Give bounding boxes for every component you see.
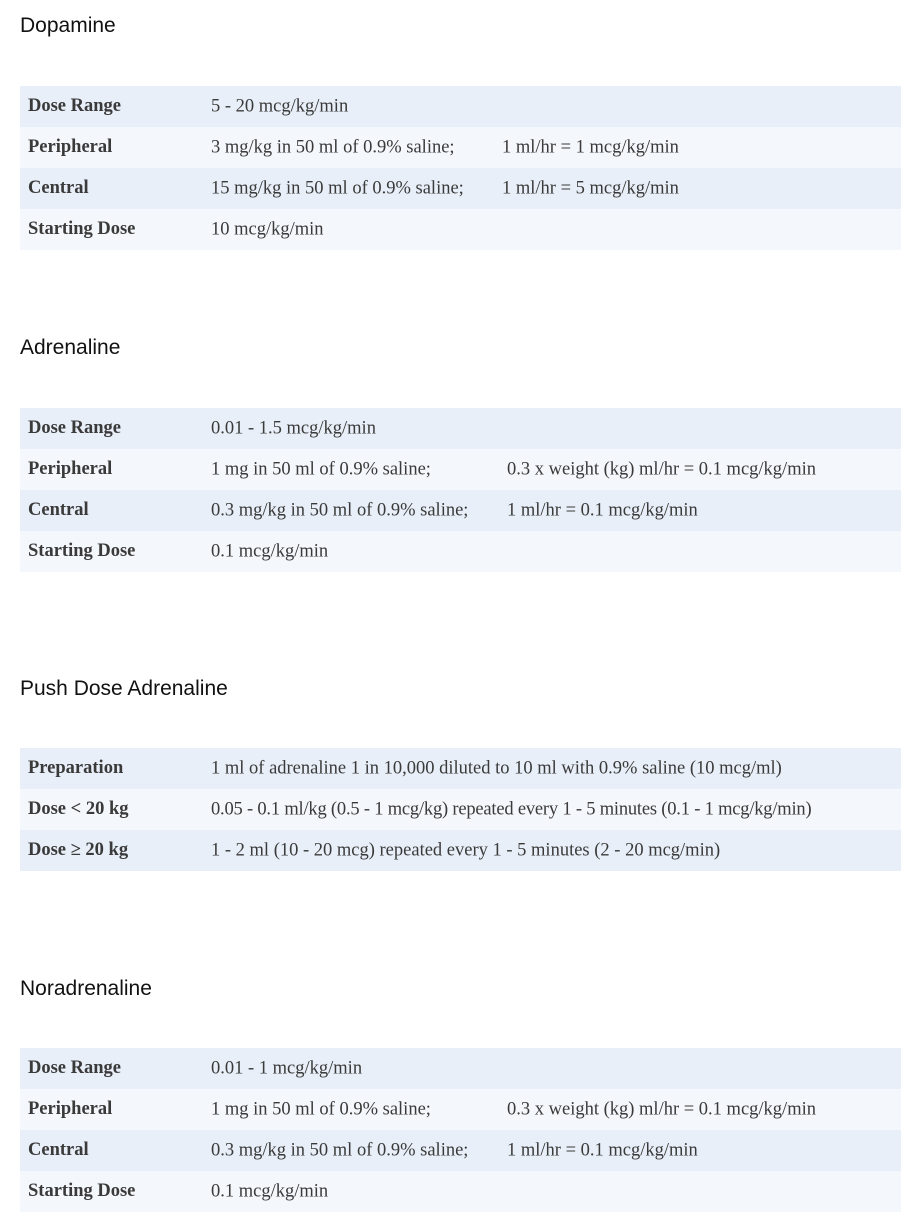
row-value: 1 ml of adrenaline 1 in 10,000 diluted to 10 ml with 0.9% saline (10 mcg/ml) bbox=[211, 758, 782, 778]
table-row bbox=[20, 490, 901, 531]
section-title-noradrenaline: Noradrenaline bbox=[20, 977, 152, 1000]
row-value: 3 mg/kg in 50 ml of 0.9% saline; bbox=[211, 137, 455, 157]
section-title-dopamine: Dopamine bbox=[20, 14, 116, 37]
row-label: Dose Range bbox=[28, 96, 122, 116]
push-dose-adrenaline-table bbox=[20, 748, 901, 871]
table-row bbox=[20, 531, 901, 572]
table-row bbox=[20, 789, 901, 830]
adrenaline-table bbox=[20, 408, 901, 572]
row-value-rate: 1 ml/hr = 0.1 mcg/kg/min bbox=[507, 500, 698, 520]
table-row bbox=[20, 748, 901, 789]
row-label: Peripheral bbox=[28, 459, 113, 479]
row-label: Peripheral bbox=[28, 1099, 113, 1119]
row-value: 0.01 - 1 mcg/kg/min bbox=[211, 1058, 363, 1078]
row-value-rate: 1 ml/hr = 5 mcg/kg/min bbox=[502, 178, 679, 198]
table-row bbox=[20, 1171, 901, 1212]
row-label: Central bbox=[28, 500, 89, 520]
table-row bbox=[20, 127, 901, 168]
row-value-rate: 1 ml/hr = 0.1 mcg/kg/min bbox=[507, 1140, 698, 1160]
row-value: 0.05 - 0.1 ml/kg (0.5 - 1 mcg/kg) repeated every 1 - 5 minutes (0.1 - 1 mcg/kg/min) bbox=[211, 799, 812, 819]
row-label: Starting Dose bbox=[28, 541, 136, 561]
noradrenaline-table bbox=[20, 1048, 901, 1212]
row-value-rate: 0.3 x weight (kg) ml/hr = 0.1 mcg/kg/min bbox=[507, 1099, 816, 1119]
row-label: Central bbox=[28, 1140, 89, 1160]
table-row bbox=[20, 1048, 901, 1089]
row-label: Preparation bbox=[28, 758, 124, 778]
table-row bbox=[20, 449, 901, 490]
row-value: 1 mg in 50 ml of 0.9% saline; bbox=[211, 1099, 431, 1119]
row-value: 15 mg/kg in 50 ml of 0.9% saline; bbox=[211, 178, 464, 198]
section-title-push-dose-adrenaline: Push Dose Adrenaline bbox=[20, 677, 228, 700]
row-value: 10 mcg/kg/min bbox=[211, 219, 324, 239]
table-row bbox=[20, 209, 901, 250]
row-label: Dose < 20 kg bbox=[28, 799, 129, 819]
table-row bbox=[20, 830, 901, 871]
row-value-rate: 0.3 x weight (kg) ml/hr = 0.1 mcg/kg/min bbox=[507, 459, 816, 479]
table-row bbox=[20, 86, 901, 127]
row-label: Starting Dose bbox=[28, 219, 136, 239]
row-label: Starting Dose bbox=[28, 1181, 136, 1201]
row-value: 5 - 20 mcg/kg/min bbox=[211, 96, 349, 116]
row-label: Central bbox=[28, 178, 89, 198]
row-label: Peripheral bbox=[28, 137, 113, 157]
row-value: 0.01 - 1.5 mcg/kg/min bbox=[211, 418, 376, 438]
table-row bbox=[20, 408, 901, 449]
section-title-adrenaline: Adrenaline bbox=[20, 336, 121, 359]
row-value: 0.3 mg/kg in 50 ml of 0.9% saline; bbox=[211, 500, 469, 520]
row-value-rate: 1 ml/hr = 1 mcg/kg/min bbox=[502, 137, 679, 157]
table-row bbox=[20, 168, 901, 209]
row-value: 0.3 mg/kg in 50 ml of 0.9% saline; bbox=[211, 1140, 469, 1160]
row-value: 1 mg in 50 ml of 0.9% saline; bbox=[211, 459, 431, 479]
row-label: Dose Range bbox=[28, 418, 122, 438]
row-label: Dose Range bbox=[28, 1058, 122, 1078]
dopamine-table bbox=[20, 86, 901, 250]
table-row bbox=[20, 1089, 901, 1130]
table-row bbox=[20, 1130, 901, 1171]
row-value: 0.1 mcg/kg/min bbox=[211, 541, 329, 561]
row-value: 0.1 mcg/kg/min bbox=[211, 1181, 329, 1201]
row-label: Dose ≥ 20 kg bbox=[28, 840, 129, 860]
row-value: 1 - 2 ml (10 - 20 mcg) repeated every 1 - 5 minutes (2 - 20 mcg/min) bbox=[211, 840, 721, 860]
